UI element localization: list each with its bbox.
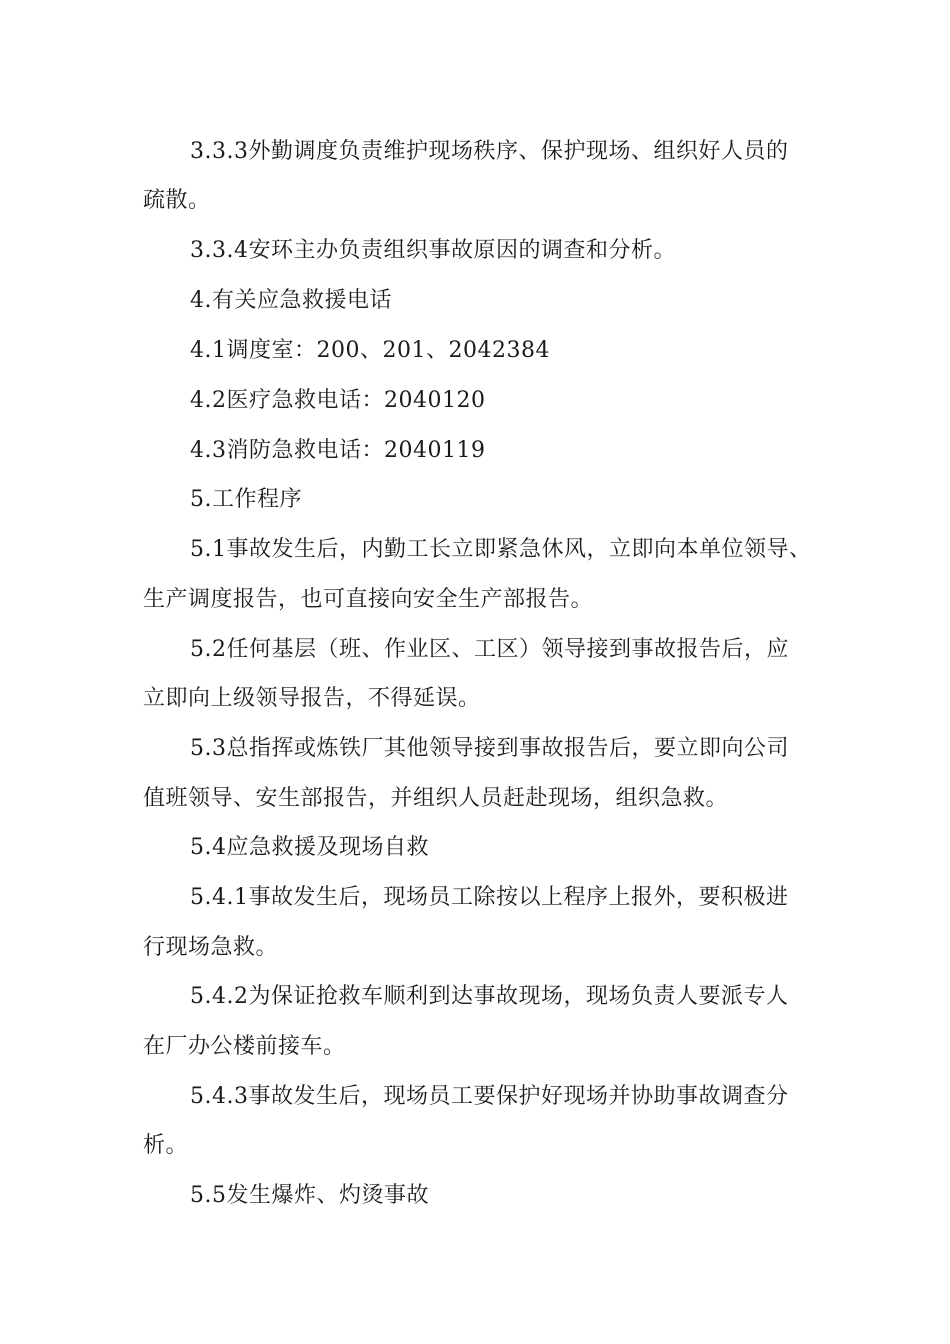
text-line: 在厂办公楼前接车。 <box>143 1034 346 1059</box>
text-line: 5.4应急救援及现场自救 <box>190 835 429 860</box>
text-line: 5.5发生爆炸、灼烫事故 <box>190 1183 429 1208</box>
text-line: 4.有关应急救援电话 <box>190 288 392 313</box>
text-line: 4.2医疗急救电话：2040120 <box>190 388 486 413</box>
text-line: 3.3.4安环主办负责组织事故原因的调查和分析。 <box>190 238 676 263</box>
text-line: 5.工作程序 <box>190 487 302 512</box>
text-line: 析。 <box>143 1133 189 1158</box>
text-line: 行现场急救。 <box>143 935 279 960</box>
text-line: 5.2任何基层（班、作业区、工区）领导接到事故报告后，应 <box>190 637 789 662</box>
text-line: 5.3总指挥或炼铁厂其他领导接到事故报告后，要立即向公司 <box>190 736 789 761</box>
text-line: 5.4.2为保证抢救车顺利到达事故现场，现场负责人要派专人 <box>190 984 789 1009</box>
text-line: 疏散。 <box>143 188 211 213</box>
text-line: 立即向上级领导报告，不得延误。 <box>143 686 481 711</box>
text-line: 值班领导、安生部报告，并组织人员赶赴现场，组织急救。 <box>143 786 729 811</box>
text-line: 4.3消防急救电话：2040119 <box>190 438 486 463</box>
text-line: 5.1事故发生后，内勤工长立即紧急休风，立即向本单位领导、 <box>190 537 812 562</box>
text-line: 生产调度报告，也可直接向安全生产部报告。 <box>143 587 594 612</box>
text-line: 4.1调度室：200、201、2042384 <box>190 338 550 363</box>
text-line: 5.4.1事故发生后，现场员工除按以上程序上报外，要积极进 <box>190 885 789 910</box>
text-line: 3.3.3外勤调度负责维护现场秩序、保护现场、组织好人员的 <box>190 139 789 164</box>
text-line: 5.4.3事故发生后，现场员工要保护好现场并协助事故调查分 <box>190 1084 789 1109</box>
